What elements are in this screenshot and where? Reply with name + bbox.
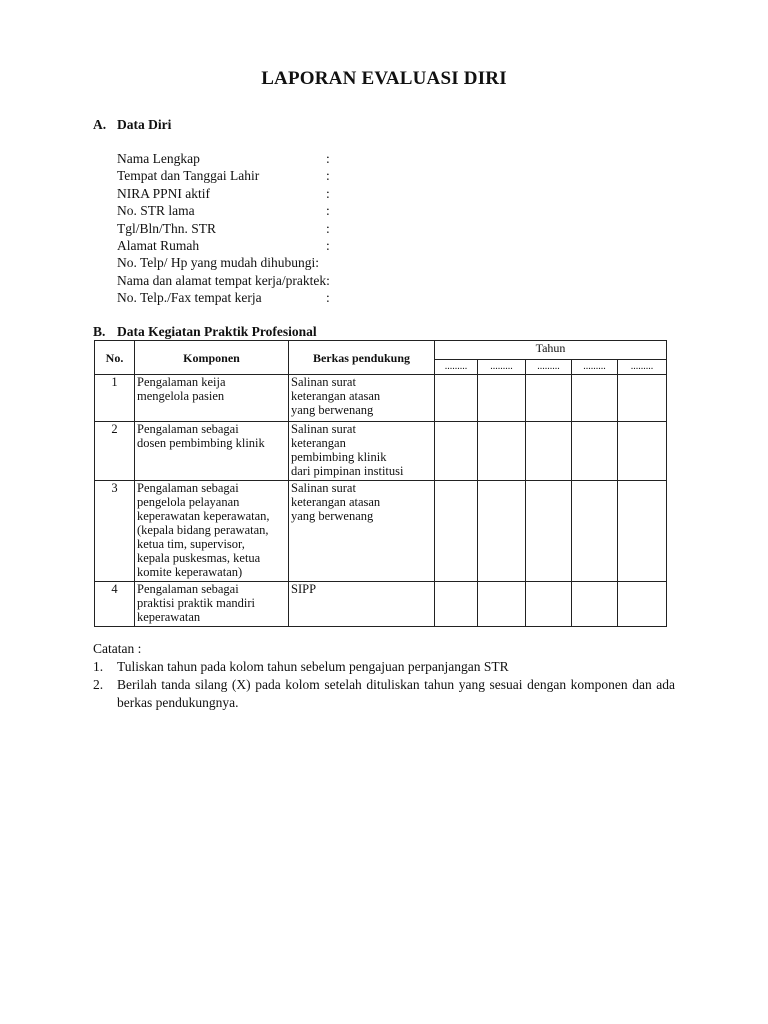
field-row	[117, 220, 330, 237]
year-placeholder: .........	[526, 360, 572, 375]
field-label: No. Telp./Fax tempat kerja	[117, 290, 262, 306]
year-placeholder: .........	[435, 360, 478, 375]
komponen-line: (kepala bidang perawatan,	[137, 523, 269, 537]
field-row	[117, 167, 330, 184]
row-berkas	[289, 422, 435, 481]
year-cell[interactable]	[572, 375, 618, 422]
year-cell[interactable]	[435, 481, 478, 582]
notes-section	[93, 640, 675, 712]
table-row	[95, 481, 667, 582]
komponen-line: Pengalaman sebagai	[137, 422, 239, 436]
field-row	[117, 289, 330, 306]
berkas-line: SIPP	[291, 582, 317, 596]
note-item	[93, 676, 675, 712]
year-cell[interactable]	[526, 422, 572, 481]
row-komponen	[135, 582, 289, 627]
field-colon: :	[326, 220, 330, 236]
personal-data-fields	[117, 150, 330, 307]
field-colon: :	[326, 168, 330, 184]
year-cell[interactable]	[478, 422, 526, 481]
komponen-line: pengelola pelayanan	[137, 495, 240, 509]
document-title: LAPORAN EVALUASI DIRI	[261, 68, 507, 89]
note-text: Berilah tanda silang (X) pada kolom setelah dituliskan tahun yang sesuai dengan komponen dan ada berkas pendukungnya.	[117, 677, 675, 710]
field-row	[117, 150, 330, 167]
note-item	[93, 658, 675, 676]
note-number: 2.	[93, 677, 104, 692]
field-label: Nama dan alamat tempat kerja/praktek:	[117, 272, 330, 288]
berkas-line: Salinan surat	[291, 375, 356, 389]
berkas-line: dari pimpinan institusi	[291, 464, 404, 478]
berkas-line: keterangan atasan	[291, 389, 381, 403]
year-cell[interactable]	[572, 582, 618, 627]
field-colon: :	[326, 237, 330, 253]
section-b-heading	[93, 324, 317, 340]
row-no: 4	[95, 582, 135, 627]
year-cell[interactable]	[478, 375, 526, 422]
field-label: Tgl/Bln/Thn. STR	[117, 220, 217, 236]
field-colon: :	[326, 203, 330, 219]
section-a-letter: A.	[93, 117, 107, 132]
field-row	[117, 237, 330, 254]
header-komponen: Komponen	[135, 341, 289, 375]
year-cell[interactable]	[435, 375, 478, 422]
komponen-line: keperawatan keperawatan,	[137, 509, 270, 523]
row-no: 1	[95, 375, 135, 422]
komponen-line: mengelola pasien	[137, 389, 225, 403]
row-berkas	[289, 582, 435, 627]
row-berkas	[289, 375, 435, 422]
komponen-line: dosen pembimbing klinik	[137, 436, 265, 450]
komponen-line: kepala puskesmas, ketua	[137, 551, 261, 565]
row-komponen	[135, 422, 289, 481]
berkas-line: keterangan	[291, 436, 346, 450]
row-no: 3	[95, 481, 135, 582]
komponen-line: Pengalaman keija	[137, 375, 226, 389]
berkas-line: pembimbing klinik	[291, 450, 387, 464]
row-komponen	[135, 375, 289, 422]
field-row	[117, 202, 330, 219]
year-cell[interactable]	[435, 422, 478, 481]
field-label: NIRA PPNI aktif	[117, 185, 211, 201]
note-text: Tuliskan tahun pada kolom tahun sebelum pengajuan perpanjangan STR	[117, 659, 509, 674]
year-cell[interactable]	[618, 481, 667, 582]
berkas-line: yang berwenang	[291, 509, 374, 523]
year-cell[interactable]	[572, 422, 618, 481]
berkas-line: Salinan surat	[291, 422, 356, 436]
komponen-line: praktisi praktik mandiri	[137, 596, 256, 610]
year-placeholder: .........	[618, 360, 667, 375]
berkas-line: keterangan atasan	[291, 495, 381, 509]
year-cell[interactable]	[435, 582, 478, 627]
row-berkas	[289, 481, 435, 582]
section-a-title: Data Diri	[117, 117, 172, 132]
section-b-title: Data Kegiatan Praktik Profesional	[117, 324, 317, 339]
table-row	[95, 422, 667, 481]
field-colon: :	[326, 185, 330, 201]
field-row	[117, 185, 330, 202]
note-number: 1.	[93, 659, 104, 674]
field-row	[117, 254, 330, 271]
activity-table	[94, 340, 667, 627]
year-cell[interactable]	[618, 582, 667, 627]
year-cell[interactable]	[526, 375, 572, 422]
table-row	[95, 582, 667, 627]
table-row	[95, 375, 667, 422]
berkas-line: yang berwenang	[291, 403, 374, 417]
year-placeholder: .........	[572, 360, 618, 375]
field-label: No. Telp/ Hp yang mudah dihubungi:	[117, 255, 320, 271]
row-komponen	[135, 481, 289, 582]
year-cell[interactable]	[618, 422, 667, 481]
berkas-line: Salinan surat	[291, 481, 356, 495]
header-berkas: Berkas pendukung	[289, 341, 435, 375]
year-placeholder: .........	[478, 360, 526, 375]
year-cell[interactable]	[478, 582, 526, 627]
komponen-line: komite keperawatan)	[137, 565, 243, 579]
year-cell[interactable]	[618, 375, 667, 422]
notes-heading: Catatan :	[93, 641, 142, 656]
year-cell[interactable]	[526, 481, 572, 582]
section-b-letter: B.	[93, 324, 106, 339]
year-cell[interactable]	[526, 582, 572, 627]
year-cell[interactable]	[478, 481, 526, 582]
header-no: No.	[95, 341, 135, 375]
row-no: 2	[95, 422, 135, 481]
field-row	[117, 272, 330, 289]
field-label: No. STR lama	[117, 203, 195, 219]
komponen-line: Pengalaman sebagai	[137, 582, 239, 596]
field-label: Alamat Rumah	[117, 237, 200, 253]
komponen-line: ketua tim, supervisor,	[137, 537, 245, 551]
field-label: Tempat dan Tanggai Lahir	[117, 168, 260, 184]
field-label: Nama Lengkap	[117, 151, 200, 166]
section-a-heading	[93, 117, 171, 133]
field-colon: :	[326, 290, 330, 306]
komponen-line: keperawatan	[137, 610, 201, 624]
komponen-line: Pengalaman sebagai	[137, 481, 239, 495]
year-cell[interactable]	[572, 481, 618, 582]
header-tahun: Tahun	[435, 341, 667, 360]
field-colon: :	[326, 151, 330, 166]
